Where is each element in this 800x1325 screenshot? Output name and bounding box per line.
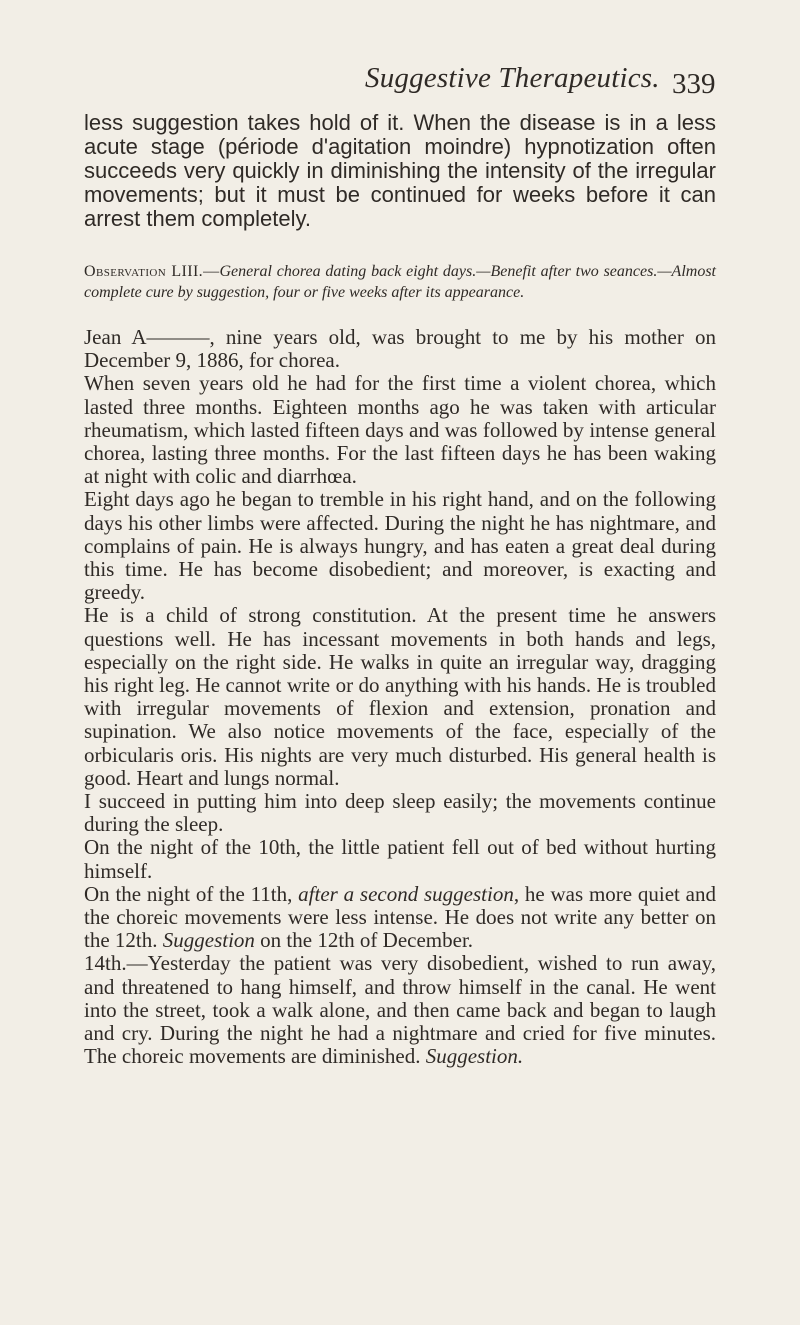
- paragraph-history: When seven years old he had for the first time a violent chorea, which lasted three months. Eighteen months ago he was taken with articular rheumatism, which lasted fifteen days and was followed by intense general chorea, lasting three months. For the last fifteen days he has been waking at night with colic and diarrhœa.: [84, 371, 716, 489]
- paragraph-night-11-italic: after a second suggestion: [298, 881, 514, 906]
- paragraph-14th-text: 14th.—Yesterday the patient was very disobedient, wished to run away, and threatened to hang himself, and throw himself in the canal. He went into the street, took a walk alone, and then came back and began to laugh and cry. During the night he had a nightmare and cried for five minutes. The choreic movements are diminished.: [84, 951, 716, 1069]
- paragraph-intro: less suggestion takes hold of it. When the disease is in a less acute stage (période d'agitation moindre) hypnotization often succeeds very quickly in diminishing the intensity of the irregular movements; but it must be continued for weeks before it can arrest them completely.: [84, 110, 716, 231]
- paragraph-onset: Eight days ago he began to tremble in his right hand, and on the following days his other limbs were affected. During the night he has nightmare, and complains of pain. He is always hungry, and has eaten a great deal during this time. He has become disobedient; and moreover, is exacting and greedy.: [84, 487, 716, 605]
- paragraph-night-11-italic-2: Suggestion: [162, 928, 255, 953]
- paragraph-14th: [84, 952, 716, 1068]
- observation-description: General chorea dating back eight days.—Benefit after two seances.—Almost complete cure by suggestion, four or five weeks after its appearance.: [84, 263, 716, 301]
- running-head-title: Suggestive Therapeutics.: [365, 62, 660, 94]
- paragraph-night-11-start: On the night of the 11th,: [84, 881, 299, 906]
- observation-label: Observation LIII.—: [84, 263, 220, 280]
- paragraph-night-11-middle: , he was more quiet and the choreic movements were less intense. He does not write any better on the 12th.: [84, 881, 716, 953]
- paragraph-case-intro: Jean A———, nine years old, was brought to me by his mother on December 9, 1886, for chorea.: [84, 325, 716, 373]
- paragraph-sleep: I succeed in putting him into deep sleep easily; the movements continue during the sleep.: [84, 789, 716, 837]
- paragraph-exam: He is a child of strong constitution. At the present time he answers questions well. He has incessant movements in both hands and legs, especially on the right side. He walks in quite an irregular way, dragging his right leg. He cannot write or do anything with his hands. He is troubled with irregular movements of flexion and extension, pronation and supination. We also notice movements of the face, especially of the orbicularis oris. His nights are very much disturbed. His general health is good. Heart and lungs normal.: [84, 603, 716, 790]
- paragraph-14th-italic: Suggestion.: [425, 1044, 524, 1069]
- case-body: [84, 326, 716, 1069]
- observation-heading: [84, 261, 716, 303]
- paragraph-night-11-end: on the 12th of December.: [254, 928, 474, 953]
- page-number: 339: [672, 68, 716, 100]
- paragraph-night-11: [84, 883, 716, 953]
- paragraph-night-10: On the night of the 10th, the little patient fell out of bed without hurting himself.: [84, 835, 716, 883]
- page-text: [84, 111, 716, 1069]
